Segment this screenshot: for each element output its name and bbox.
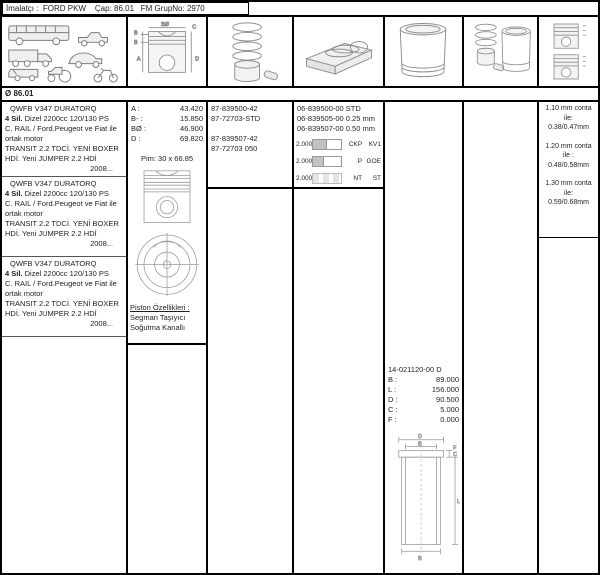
bore-diameter-row: Ø 86.01 bbox=[2, 88, 598, 102]
cylinder-count: 4 Sil. bbox=[5, 269, 23, 278]
application-line: HDİ. Yeni JUMPER 2.2 HDİ bbox=[5, 309, 97, 318]
application-entry bbox=[2, 177, 126, 257]
liner-dim-label-b-bottom: B bbox=[418, 556, 422, 561]
oil-ring-profile-icon bbox=[312, 173, 342, 184]
dim-value: 156.000 bbox=[431, 385, 459, 394]
liner-technical-drawing bbox=[385, 431, 462, 561]
piston-features bbox=[128, 303, 206, 333]
ring-brand: GOE bbox=[366, 158, 381, 165]
vehicles-icon bbox=[2, 17, 128, 86]
top-bar bbox=[2, 2, 598, 15]
gasket-with-label: ile : bbox=[563, 152, 574, 159]
gasket-option bbox=[539, 142, 598, 171]
piston-data-column bbox=[128, 102, 208, 573]
dim-label: F : bbox=[388, 415, 397, 424]
ring-size: 2.000 bbox=[296, 158, 313, 165]
dim-label: B- : bbox=[131, 114, 143, 123]
icon-header-row bbox=[2, 15, 598, 88]
dim-value: 90.500 bbox=[436, 395, 459, 404]
dim-label: D : bbox=[131, 134, 141, 143]
application-line: C. RAIL / Ford.Peugeot ve Fiat ile bbox=[5, 199, 117, 208]
application-line: TRANSIT 2.2 TDCİ. YENİ BOXER bbox=[5, 219, 119, 228]
liner-dim-label-l: L bbox=[456, 498, 460, 505]
dim-label: BØ : bbox=[131, 124, 147, 133]
gasket-thickness: 1.10 mm conta bbox=[545, 105, 592, 112]
dim-label: C : bbox=[388, 405, 398, 414]
application-line: HDİ. Yeni JUMPER 2.2 HDİ bbox=[5, 229, 97, 238]
dim-label-a: A bbox=[136, 56, 141, 63]
liner-dim-label-c: C bbox=[453, 452, 457, 459]
dim-label-bo: BØ bbox=[161, 21, 169, 28]
gasket-option bbox=[539, 104, 598, 133]
application-year: 2008... bbox=[90, 164, 113, 173]
piston-cross-section-icon bbox=[539, 17, 598, 86]
liner-dim-label-b-top: B bbox=[418, 441, 422, 448]
cylinder-liner-icon bbox=[385, 17, 464, 86]
application-line: HDİ. Yeni JUMPER 2.2 HDİ bbox=[5, 154, 97, 163]
application-year: 2008... bbox=[90, 239, 113, 248]
dim-label-d: D bbox=[195, 56, 200, 63]
gasket-with-label: ile: bbox=[564, 114, 573, 122]
ring-set-number: 06-839500-00 STD bbox=[297, 104, 361, 113]
part-number: 87-72703-STD bbox=[211, 114, 261, 123]
piston-technical-drawing bbox=[128, 167, 206, 301]
liner-dim-label-f: F bbox=[453, 445, 457, 452]
manufacturer-info: İmalatçı : FORD PKW Çap: 86.01 FM GrupNo: 2970 bbox=[2, 2, 249, 15]
gasket-protrusion-range: 0.48/0.58mm bbox=[548, 161, 589, 169]
application-line: ortak motor bbox=[5, 134, 43, 143]
dim-value: 5.000 bbox=[440, 405, 459, 414]
application-line: TRANSIT 2.2 TDCİ. YENİ BOXER bbox=[5, 144, 119, 153]
application-entry bbox=[2, 257, 126, 337]
head-gasket-cell bbox=[539, 102, 598, 238]
ring-type-code: NT bbox=[353, 175, 363, 182]
taper-ring-profile-icon bbox=[312, 156, 342, 167]
liner-column bbox=[385, 102, 464, 573]
ring-brand: ST bbox=[372, 175, 381, 182]
engine-spec: Dizel 2200cc 120/130 PS bbox=[24, 114, 109, 123]
dim-label: D : bbox=[388, 395, 398, 404]
engine-model: QWFB V347 DURATORQ bbox=[10, 259, 97, 268]
dim-label-c: C bbox=[192, 24, 197, 31]
piston-feature: Segman Taşıyıcı bbox=[130, 313, 186, 322]
head-gasket-column bbox=[539, 102, 598, 573]
piston-rings-pin-icon bbox=[208, 17, 294, 86]
piston-data-cell bbox=[128, 102, 206, 345]
engine-spec: Dizel 2200cc 120/130 PS bbox=[24, 269, 109, 278]
ring-type-code: CKP bbox=[348, 141, 363, 148]
gasket-option bbox=[539, 179, 598, 208]
application-line: C. RAIL / Ford.Peugeot ve Fiat ile bbox=[5, 124, 117, 133]
part-number: 87-72703 050 bbox=[211, 144, 258, 153]
gasket-protrusion-range: 0.38/0.47mm bbox=[548, 124, 589, 131]
ring-profile-list bbox=[294, 137, 383, 184]
dim-label: L : bbox=[388, 385, 397, 394]
application-line: ortak motor bbox=[5, 209, 43, 218]
dim-value: 15.850 bbox=[180, 114, 203, 123]
dim-label: B : bbox=[388, 375, 398, 384]
application-line: TRANSIT 2.2 TDCİ. YENİ BOXER bbox=[5, 299, 119, 308]
piston-feature: Soğutma Kanallı bbox=[130, 323, 186, 332]
application-line: C. RAIL / Ford.Peugeot ve Fiat ile bbox=[5, 279, 117, 288]
gasket-thickness: 1.30 mm conta bbox=[545, 180, 592, 187]
gasket-thickness: 1.20 mm conta bbox=[545, 142, 592, 150]
ring-size: 2.000 bbox=[296, 141, 313, 148]
cylinder-count: 4 Sil. bbox=[5, 114, 23, 123]
dim-value: 69.820 bbox=[180, 134, 203, 143]
ring-spec-row bbox=[296, 139, 381, 150]
piston-dimension-list bbox=[128, 102, 206, 163]
dim-value: 43.420 bbox=[180, 104, 203, 113]
compression-ring-profile-icon bbox=[312, 139, 342, 150]
part-number: 87-839507-42 bbox=[211, 134, 258, 143]
ring-set-cell bbox=[294, 102, 383, 189]
piston-part-numbers-column bbox=[208, 102, 294, 573]
piston-liner-kit-icon bbox=[464, 17, 539, 86]
piston-dimensions-icon bbox=[128, 17, 208, 86]
ring-size: 2.000 bbox=[296, 175, 313, 182]
ring-set-number: 06-839505-00 0.25 mm bbox=[297, 114, 375, 123]
application-entry bbox=[2, 102, 126, 177]
dim-value: 89.000 bbox=[436, 375, 459, 384]
gasket-with-label: ile: bbox=[564, 189, 573, 197]
ring-set-box-icon bbox=[294, 17, 385, 86]
catalog-body bbox=[2, 102, 598, 573]
piston-part-numbers-cell bbox=[208, 102, 292, 189]
liner-dimension-list bbox=[385, 365, 462, 425]
liner-dim-label-d: D bbox=[418, 433, 423, 440]
ring-spec-row bbox=[296, 173, 381, 184]
dim-label-b2: B bbox=[133, 40, 138, 47]
engine-model: QWFB V347 DURATORQ bbox=[10, 104, 97, 113]
liner-part-number: 14-021120-00 D bbox=[388, 365, 442, 374]
cylinder-count: 4 Sil. bbox=[5, 189, 23, 198]
pin-size: Pim: 30 x 66.85 bbox=[140, 154, 194, 163]
gasket-protrusion-range: 0.59/0.68mm bbox=[548, 199, 589, 206]
application-line: ortak motor bbox=[5, 289, 43, 298]
applications-column bbox=[2, 102, 128, 573]
dim-value: 0.000 bbox=[440, 415, 459, 424]
kit-column-empty bbox=[464, 102, 539, 573]
ring-set-number: 06-839507-00 0.50 mm bbox=[297, 124, 375, 133]
dim-label: A : bbox=[131, 104, 140, 113]
engine-model: QWFB V347 DURATORQ bbox=[10, 179, 97, 188]
part-number: 87-839500-42 bbox=[211, 104, 258, 113]
piston-features-title: Piston Özellikleri : bbox=[130, 303, 190, 312]
dim-label-b1: B bbox=[133, 30, 138, 37]
ring-spec-row bbox=[296, 156, 381, 167]
ring-brand: KV1 bbox=[368, 141, 381, 148]
ring-type-code: P bbox=[357, 158, 363, 165]
application-year: 2008... bbox=[90, 319, 113, 328]
engine-spec: Dizel 2200cc 120/130 PS bbox=[24, 189, 109, 198]
dim-value: 46.900 bbox=[180, 124, 203, 133]
ring-set-column bbox=[294, 102, 385, 573]
